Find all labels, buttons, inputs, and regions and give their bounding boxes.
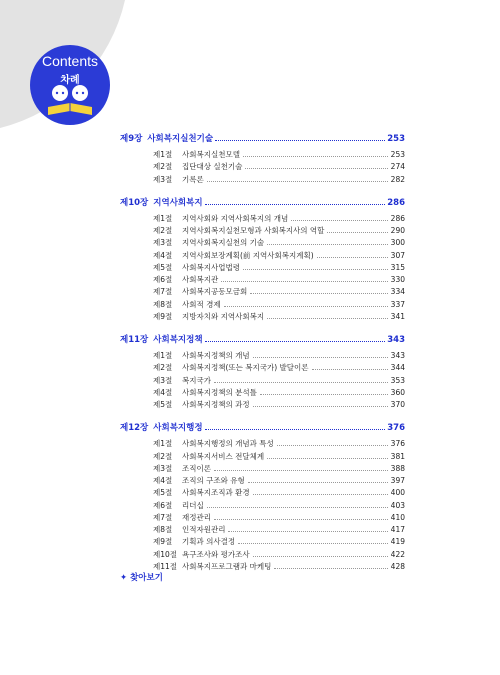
chapter-heading[interactable] xyxy=(120,196,405,213)
dot-leader xyxy=(267,458,388,459)
dot-leader xyxy=(205,341,386,342)
section-title: 지역사회복지실천모형과 사회복지사의 역할 xyxy=(182,226,325,235)
contents-badge xyxy=(30,45,110,125)
reading-kids-icon xyxy=(44,83,96,119)
section-page: 353 xyxy=(390,375,405,385)
dot-leader xyxy=(214,382,388,383)
section-page: 307 xyxy=(390,250,405,260)
section-entry[interactable] xyxy=(120,286,405,298)
section-entry[interactable] xyxy=(120,161,405,173)
section-title: 집단대상 실천기술 xyxy=(182,162,243,172)
section-entry[interactable] xyxy=(120,299,405,311)
section-title: 리더십 xyxy=(182,500,204,510)
dot-leader xyxy=(277,445,388,446)
dot-leader xyxy=(243,156,388,157)
dot-leader xyxy=(253,556,388,557)
section-number: 제1절 xyxy=(153,351,173,360)
section-number: 제2절 xyxy=(153,451,173,461)
index-link[interactable] xyxy=(120,571,163,583)
dot-leader xyxy=(312,369,388,370)
section-page: 417 xyxy=(390,525,405,534)
dot-leader xyxy=(214,519,388,520)
section-page: 253 xyxy=(390,150,405,159)
section-number: 제2절 xyxy=(153,162,173,172)
section-number: 제3절 xyxy=(153,463,173,473)
dot-leader xyxy=(205,429,386,430)
dot-leader xyxy=(215,140,385,141)
table-of-contents xyxy=(120,132,405,573)
section-title: 사회복지관 xyxy=(182,275,219,284)
chapter-number: 제11장 xyxy=(120,335,149,345)
section-number: 제7절 xyxy=(153,512,173,522)
section-title: 사회복지실천모델 xyxy=(182,150,240,159)
section-page: 428 xyxy=(390,561,405,571)
section-number: 제3절 xyxy=(153,238,173,248)
dot-leader xyxy=(221,281,387,282)
dot-leader xyxy=(205,204,386,205)
dot-leader xyxy=(253,357,388,358)
section-title: 사회복지서비스 전달체계 xyxy=(182,451,265,461)
section-number: 제1절 xyxy=(153,213,173,223)
section-page: 315 xyxy=(390,262,405,272)
section-page: 388 xyxy=(390,463,405,473)
section-number: 제11절 xyxy=(153,561,178,571)
section-number: 제10절 xyxy=(153,549,178,559)
section-title: 욕구조사와 평가조사 xyxy=(182,549,250,559)
section-entry[interactable] xyxy=(120,274,405,286)
dot-leader xyxy=(245,168,387,169)
section-number: 제6절 xyxy=(153,275,173,284)
section-page: 282 xyxy=(390,174,405,184)
dot-leader xyxy=(317,257,388,258)
dot-leader xyxy=(224,306,388,307)
section-page: 337 xyxy=(390,299,405,309)
chapter-title: 사회복지실천기술 xyxy=(147,134,214,144)
section-entry[interactable] xyxy=(120,536,405,548)
section-entry[interactable] xyxy=(120,463,405,475)
section-page: 419 xyxy=(390,537,405,547)
section-entry[interactable] xyxy=(120,311,405,323)
section-number: 제7절 xyxy=(153,287,173,297)
section-entry[interactable] xyxy=(120,512,405,524)
section-title: 재정관리 xyxy=(182,512,211,522)
section-number: 제9절 xyxy=(153,311,173,321)
section-page: 343 xyxy=(390,351,405,360)
section-page: 370 xyxy=(390,400,405,409)
section-number: 제1절 xyxy=(153,439,173,449)
dot-leader xyxy=(253,494,388,495)
chapter-heading[interactable] xyxy=(120,421,405,438)
section-page: 381 xyxy=(390,451,405,461)
chapter-title: 지역사회복지 xyxy=(153,197,203,208)
section-page: 397 xyxy=(390,476,405,485)
section-entry[interactable] xyxy=(120,487,405,499)
section-title: 지역사회와 지역사회복지의 개념 xyxy=(182,213,289,223)
dot-leader xyxy=(207,181,388,182)
contents-title: Contents xyxy=(41,53,99,69)
section-entry[interactable] xyxy=(120,387,405,399)
contents-subtitle: 차례 xyxy=(60,75,80,86)
section-entry[interactable] xyxy=(120,362,405,374)
section-page: 300 xyxy=(390,238,405,248)
section-entry[interactable] xyxy=(120,438,405,450)
section-number: 제4절 xyxy=(153,387,173,397)
section-title: 지역사회복지실천의 기술 xyxy=(182,238,265,248)
chapter-heading[interactable] xyxy=(120,132,405,149)
chapter-page: 253 xyxy=(387,134,405,144)
section-number: 제8절 xyxy=(153,299,173,309)
section-page: 330 xyxy=(390,275,405,284)
section-title: 조직의 구조와 유형 xyxy=(182,476,245,485)
dot-leader xyxy=(260,394,388,395)
section-number: 제4절 xyxy=(153,476,173,485)
section-number: 제5절 xyxy=(153,262,173,272)
dot-leader xyxy=(248,482,388,483)
section-page: 410 xyxy=(390,512,405,522)
section-entry[interactable] xyxy=(120,375,405,387)
dot-leader xyxy=(267,318,388,319)
section-number: 제3절 xyxy=(153,375,173,385)
dot-leader xyxy=(291,220,387,221)
chapter-page: 286 xyxy=(387,197,405,208)
section-number: 제5절 xyxy=(153,400,173,409)
section-number: 제2절 xyxy=(153,226,173,235)
section-page: 341 xyxy=(390,311,405,321)
index-label: 찾아보기 xyxy=(130,573,163,583)
chapter-page: 376 xyxy=(387,423,405,434)
section-entry[interactable] xyxy=(120,500,405,512)
chapter-number: 제12장 xyxy=(120,423,149,434)
dot-leader xyxy=(238,543,388,544)
section-number: 제3절 xyxy=(153,174,173,184)
section-entry[interactable] xyxy=(120,524,405,536)
chapter-number: 제10장 xyxy=(120,197,149,208)
section-entry[interactable] xyxy=(120,225,405,237)
section-title: 사회복지정책의 개념 xyxy=(182,351,250,360)
dot-leader xyxy=(207,507,388,508)
section-title: 사회복지정책의 과정 xyxy=(182,400,250,409)
dot-leader xyxy=(327,232,387,233)
section-page: 376 xyxy=(390,439,405,449)
section-title: 사회적 경제 xyxy=(182,299,221,309)
section-title: 사회복지프로그램과 마케팅 xyxy=(182,561,272,571)
section-title: 사회복지정책의 분석틀 xyxy=(182,387,257,397)
section-number: 제9절 xyxy=(153,537,173,547)
dot-leader xyxy=(214,470,388,471)
section-title: 기록론 xyxy=(182,174,204,184)
section-title: 사회복지사업법령 xyxy=(182,262,240,272)
section-title: 사회복지공동모금회 xyxy=(182,287,248,297)
dot-leader xyxy=(243,269,388,270)
dot-leader xyxy=(253,406,388,407)
section-title: 기획과 의사결정 xyxy=(182,537,236,547)
section-entry[interactable] xyxy=(120,250,405,262)
section-number: 제8절 xyxy=(153,525,173,534)
section-page: 274 xyxy=(390,162,405,172)
section-page: 286 xyxy=(390,213,405,223)
star-icon: ✦ xyxy=(120,573,128,583)
section-page: 344 xyxy=(390,363,405,373)
chapter-number: 제9장 xyxy=(120,134,143,144)
section-title: 조직이론 xyxy=(182,463,211,473)
section-page: 360 xyxy=(390,387,405,397)
section-number: 제5절 xyxy=(153,488,173,498)
dot-leader xyxy=(274,568,387,569)
section-title: 복지국가 xyxy=(182,375,211,385)
section-entry[interactable] xyxy=(120,213,405,225)
chapter-heading[interactable] xyxy=(120,333,405,350)
section-title: 사회복지행정의 개념과 특성 xyxy=(182,439,274,449)
dot-leader xyxy=(250,293,387,294)
section-entry[interactable] xyxy=(120,399,405,411)
dot-leader xyxy=(267,244,388,245)
section-title: 사회복지조직과 환경 xyxy=(182,488,250,498)
section-entry[interactable] xyxy=(120,174,405,186)
section-entry[interactable] xyxy=(120,350,405,362)
chapter-title: 사회복지행정 xyxy=(153,423,203,434)
chapter-title: 사회복지정책 xyxy=(153,335,203,345)
section-title: 지방자치와 지역사회복지 xyxy=(182,311,265,321)
section-page: 290 xyxy=(390,226,405,235)
chapter-page: 343 xyxy=(387,335,405,345)
section-title: 인적자원관리 xyxy=(182,525,226,534)
section-entry[interactable] xyxy=(120,262,405,274)
section-entry[interactable] xyxy=(120,475,405,487)
dot-leader xyxy=(228,531,387,532)
section-number: 제6절 xyxy=(153,500,173,510)
section-title: 사회복지정책(또는 복지국가) 발달이론 xyxy=(182,363,309,373)
section-page: 400 xyxy=(390,488,405,498)
section-page: 334 xyxy=(390,287,405,297)
section-page: 403 xyxy=(390,500,405,510)
section-number: 제2절 xyxy=(153,363,173,373)
section-page: 422 xyxy=(390,549,405,559)
section-entry[interactable] xyxy=(120,149,405,161)
section-entry[interactable] xyxy=(120,237,405,249)
section-number: 제1절 xyxy=(153,150,173,159)
section-entry[interactable] xyxy=(120,549,405,561)
section-number: 제4절 xyxy=(153,250,173,260)
section-entry[interactable] xyxy=(120,451,405,463)
section-title: 지역사회보장계획(前 지역사회복지계획) xyxy=(182,250,314,260)
